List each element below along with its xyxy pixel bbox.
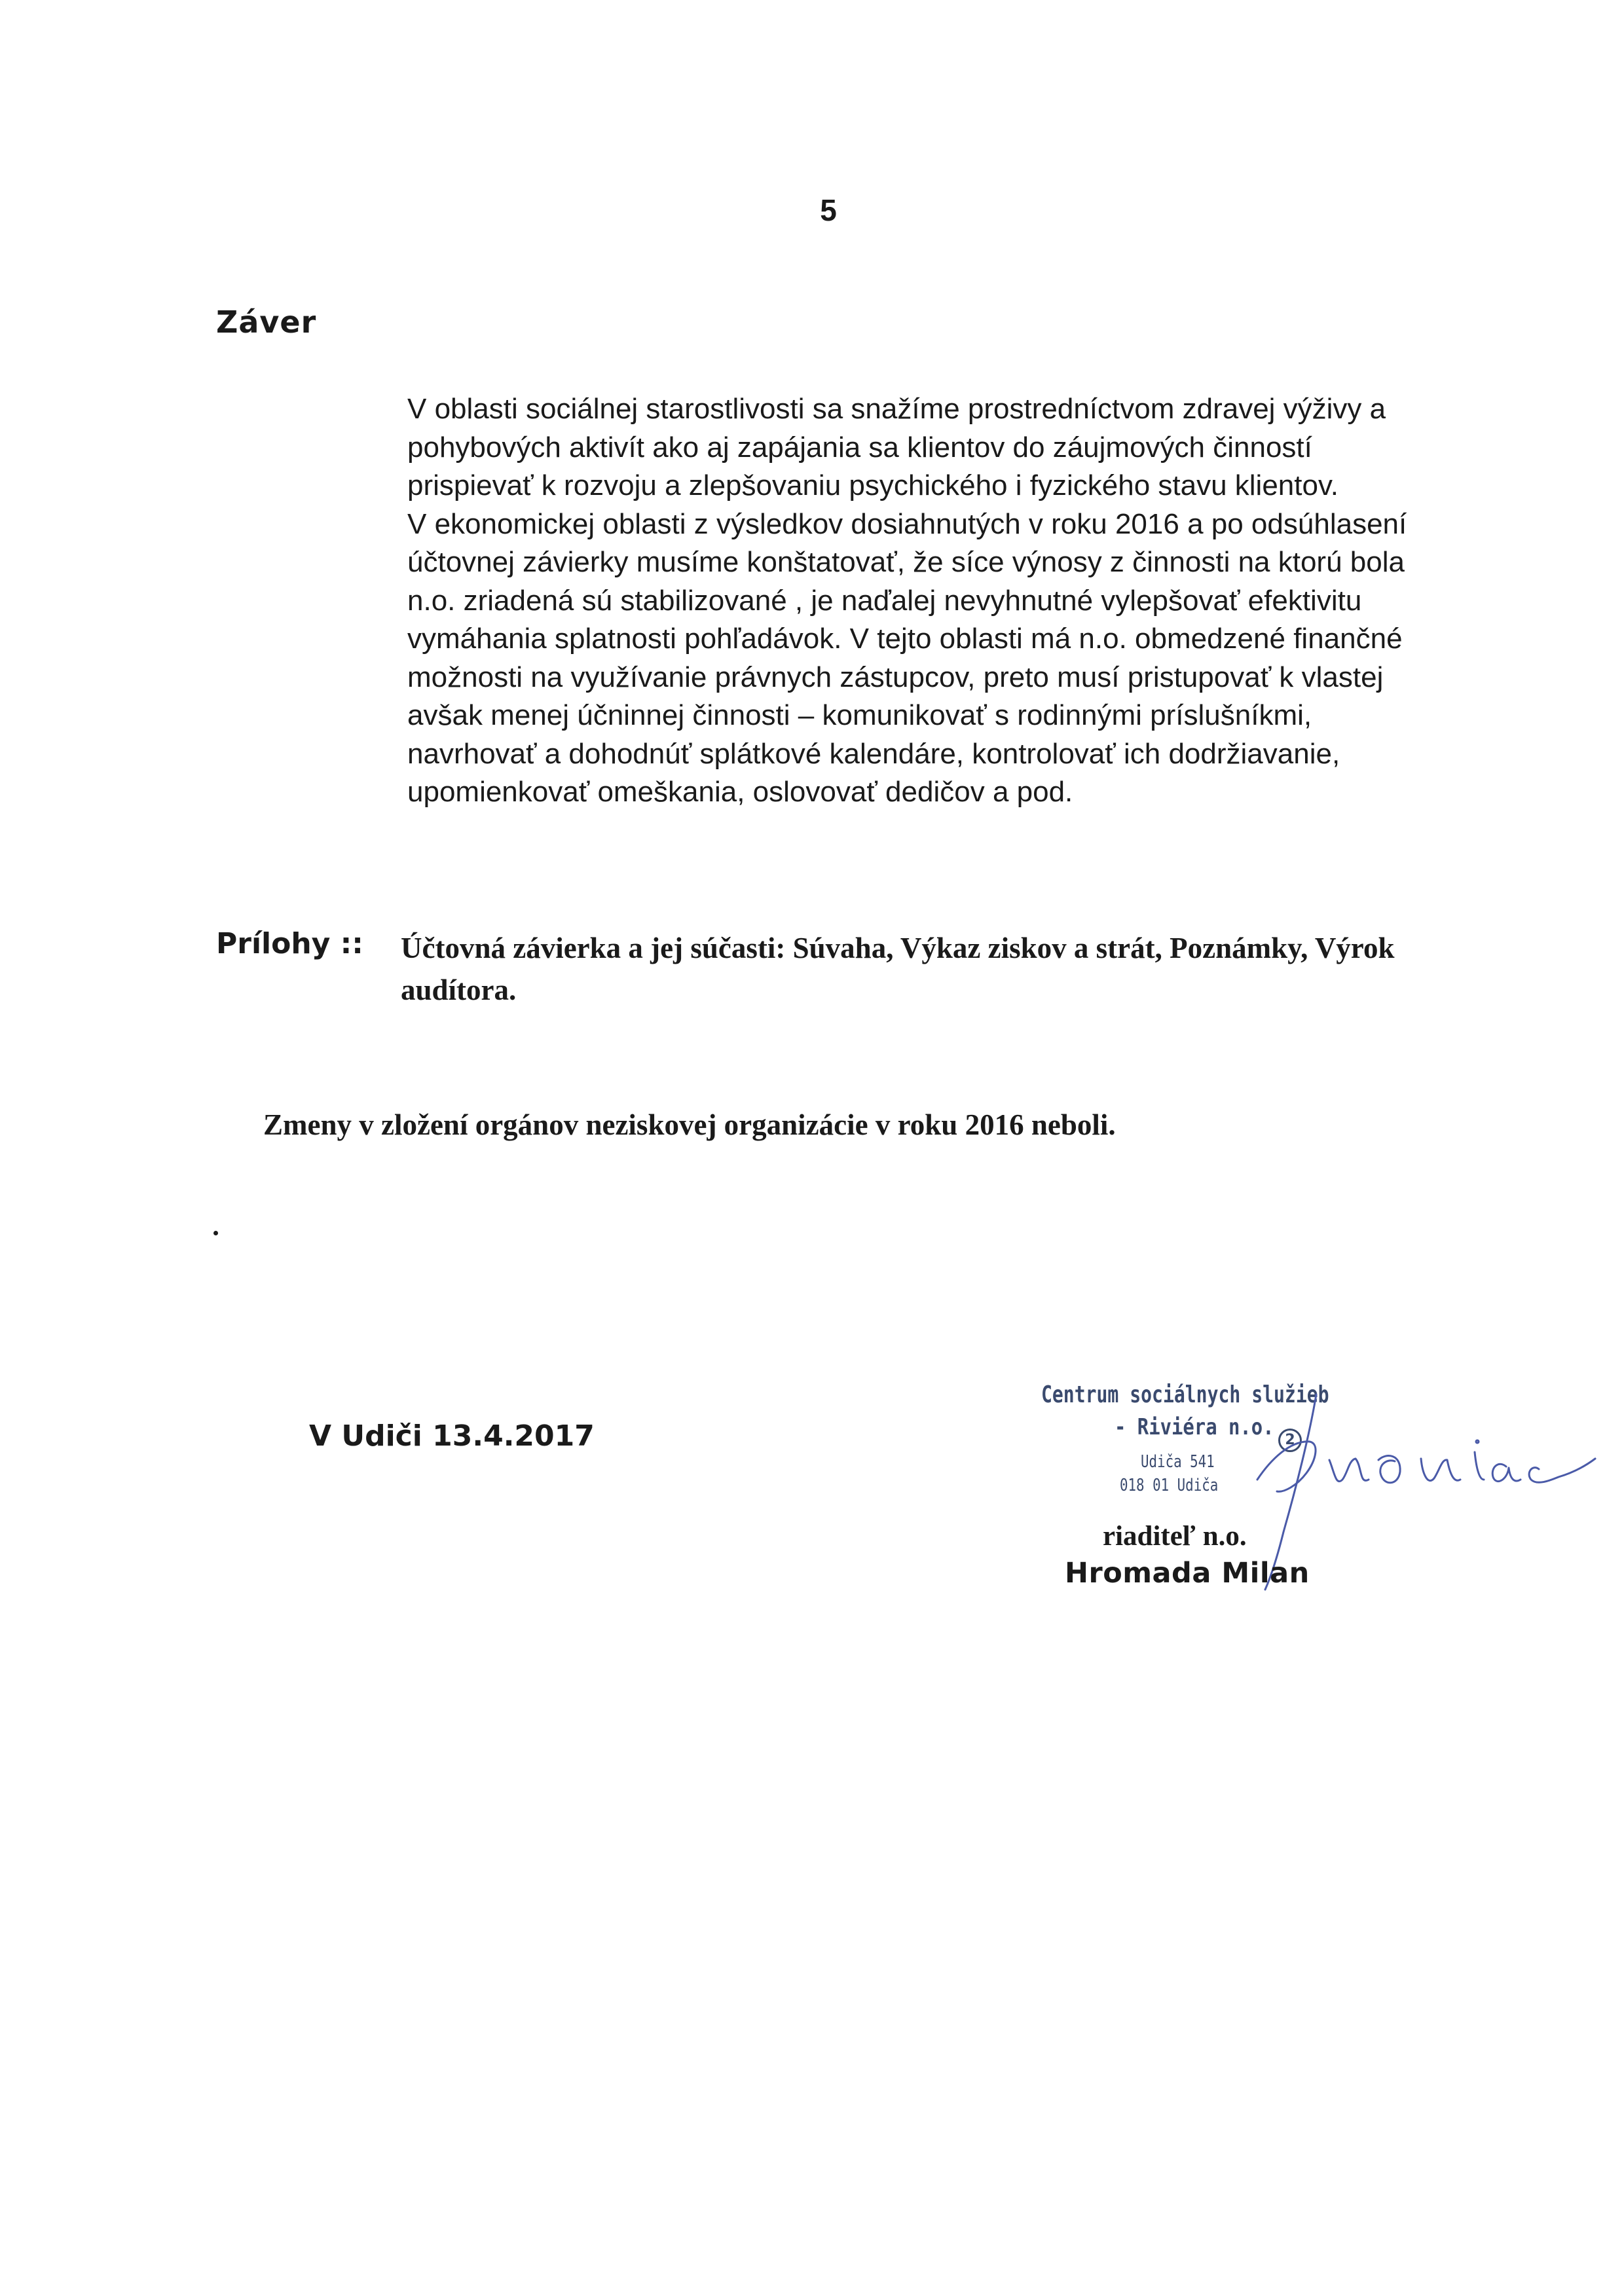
paragraph-line: n.o. zriadená sú stabilizované , je naďalej nevyhnutné vylepšovať efektivitu [407, 584, 1362, 617]
paragraph-line: pohybových aktivít ako aj zapájania sa klientov do záujmových činností [407, 431, 1312, 464]
paragraph-line: prispievať k rozvoju a zlepšovaniu psychického i fyzického stavu klientov. [407, 469, 1338, 501]
paragraph-line: avšak menej účninnej činnosti – komunikovať s rodinnými príslušníkmi, [407, 699, 1312, 731]
conclusion-paragraph [407, 390, 1521, 812]
stray-dot [213, 1231, 218, 1235]
stamp-line-name: - Riviéra n.o. [1115, 1414, 1274, 1440]
signatory-name: Hromada Milan [1065, 1557, 1310, 1590]
paragraph-line: navrhovať a dohodnúť splátkové kalendáre, kontrolovať ich dodržiavanie, [407, 737, 1340, 770]
stamp-line-organization: Centrum sociálnych služieb [1041, 1381, 1329, 1408]
place-and-date: V Udiči 13.4.2017 [309, 1419, 595, 1453]
attachments-line: Účtovná závierka a jej súčasti: Súvaha, Výkaz ziskov a strát, Poznámky, Výrok [401, 932, 1395, 964]
paragraph-line: účtovnej závierky musíme konštatovať, že síce výnosy z činnosti na ktorú bola [407, 546, 1405, 578]
paragraph-line: V ekonomickej oblasti z výsledkov dosiahnutých v roku 2016 a po odsúhlasení [407, 507, 1407, 540]
paragraph-line: možnosti na využívanie právnych zástupcov, preto musí pristupovať k vlastej [407, 661, 1384, 693]
attachments-line: audítora. [401, 974, 517, 1006]
paragraph-line: upomienkovať omeškania, oslovovať dedičov a pod. [407, 776, 1073, 808]
attachments-label: Prílohy :: [216, 927, 363, 960]
changes-statement: Zmeny v zložení orgánov neziskovej organizácie v roku 2016 neboli. [263, 1108, 1116, 1141]
attachments-list [401, 927, 1514, 1011]
paragraph-line: V oblasti sociálnej starostlivosti sa snažíme prostredníctvom zdravej výživy a [407, 393, 1386, 425]
page-number: 5 [820, 193, 837, 227]
signatory-role: riaditeľ n.o. [1103, 1521, 1247, 1552]
stamp-line-postcode: 018 01 Udiča [1120, 1476, 1219, 1495]
paragraph-line: vymáhania splatnosti pohľadávok. V tejto oblasti má n.o. obmedzené finančné [407, 623, 1403, 655]
stamp-line-address: Udiča 541 [1141, 1452, 1215, 1472]
stamp-circle-mark: 2 [1278, 1429, 1302, 1452]
section-heading-conclusion: Záver [216, 304, 317, 340]
